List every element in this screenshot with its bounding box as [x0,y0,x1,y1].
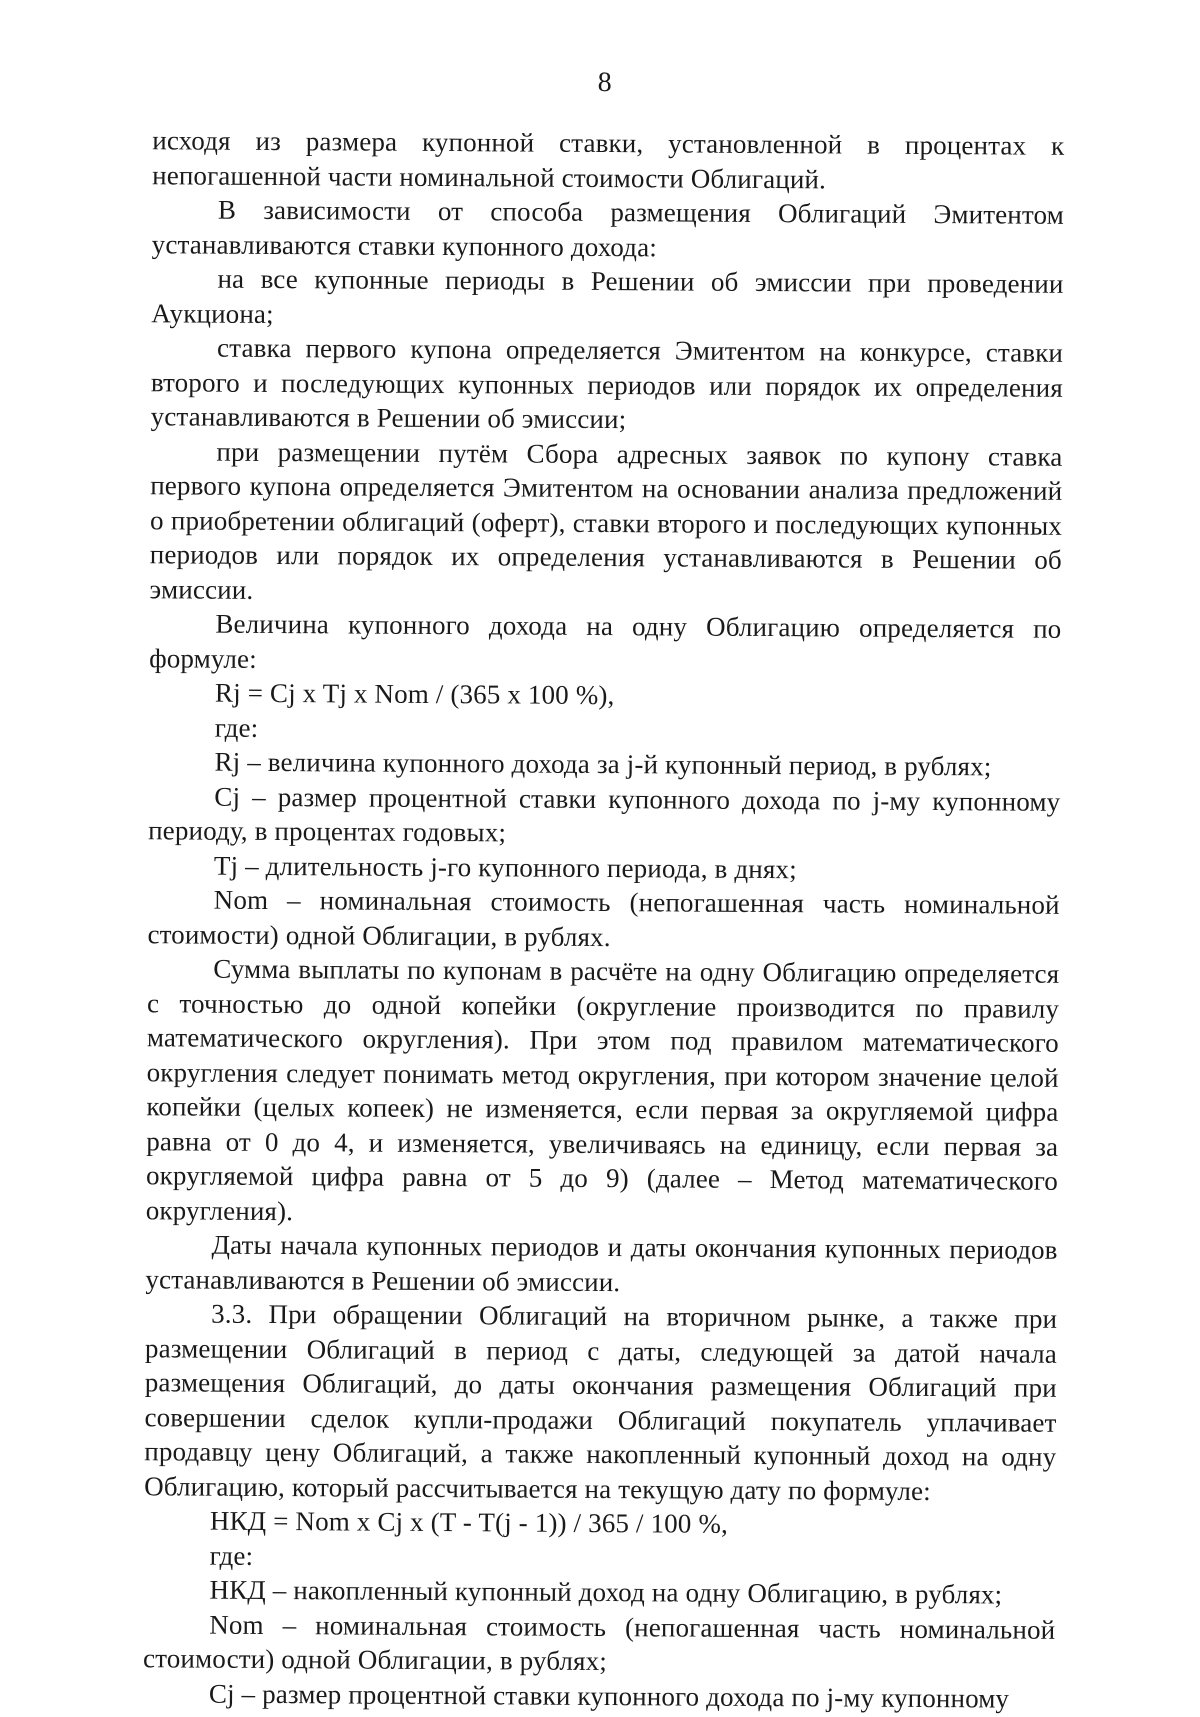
paragraph: где: [214,712,259,743]
paragraph: Величина купонного дохода на одну Облигацию определяется по формуле: [149,608,1062,674]
paragraph: В зависимости от способа размещения Облигаций Эмитентом устанавливаются ставки купонного дохода: [151,194,1065,262]
section-3-3: 3.3. При обращении Облигаций на вторичном рынке, а также при размещении Облигаций в период с даты, следующей за датой начала размещения Облигаций, до даты окончания размещения Облигаций при совершении сделок купли-продажи Облигаций покупатель уплачивает продавцу цену Облигаций, а также накопленный купонный доход на одну Облигацию, который рассчитывается на текущую дату по формуле: [144,1298,1058,1506]
definition-cj: Cj – размер процентной ставки купонного дохода по j-му купонному периоду, в процентах годовых; [148,781,1061,848]
paragraph: исходя из размера купонной ставки, установленной в процентах к непогашенной части номинальной стоимости Облигаций. [152,125,1065,194]
paragraph: Даты начала купонных периодов и даты окончания купонных периодов устанавливаются в Решении об эмиссии. [145,1229,1058,1297]
definition-rj: Rj – величина купонного дохода за j-й купонный период, в рублях; [214,746,992,782]
paragraph: при размещении путём Сбора адресных заявок по купону ставка первого купона определяется Эмитентом на основании анализа предложений о приобретении облигаций (оферт), ставки второго и последующих купонных периодов или порядок их определения устанавливаются в Решении об эмиссии. [149,436,1063,605]
paragraph: Сумма выплаты по купонам в расчёте на одну Облигацию определяется с точностью до одной копейки (округление производится по правилу математического округления). При этом под правилом математического округления следует понимать метод округления, при котором значение целой копейки (целых копеек) не изменяется, если первая за округляемой цифра равна от 0 до 4, и изменяется, увеличиваясь на единицу, если первая за округляемой цифра равна от 5 до 9) (далее – Метод математического округления). [145,953,1060,1226]
page-number: 8 [597,66,612,99]
paragraph: на все купонные периоды в Решении об эмиссии при проведении Аукциона; [151,263,1064,329]
document-body [143,123,1065,1716]
definition-nkd: НКД – накопленный купонный доход на одну Облигацию, в рублях; [209,1574,1003,1610]
paragraph: ставка первого купона определяется Эмитентом на конкурсе, ставки второго и последующих купонных периодов или порядок их определения устанавливаются в Решении об эмиссии; [150,332,1064,435]
paragraph: где: [209,1540,254,1571]
definition-cj: Cj – размер процентной ставки купонного дохода по j-му купонному [208,1678,1010,1714]
formula-rj: Rj = Cj x Tj x Nom / (365 x 100 %), [214,677,615,711]
definition-nom: Nom – номинальная стоимость (непогашенная часть номинальной стоимости) одной Облигации, в рублях. [147,884,1060,952]
definition-tj: Tj – длительность j-го купонного периода, в днях; [213,850,797,884]
definition-nom: Nom – номинальная стоимость (непогашенная часть номинальной стоимости) одной Облигации, в рублях; [142,1609,1056,1677]
formula-nkd: НКД = Nom x Cj x (T - T(j - 1)) / 365 / 100 %, [209,1505,729,1539]
